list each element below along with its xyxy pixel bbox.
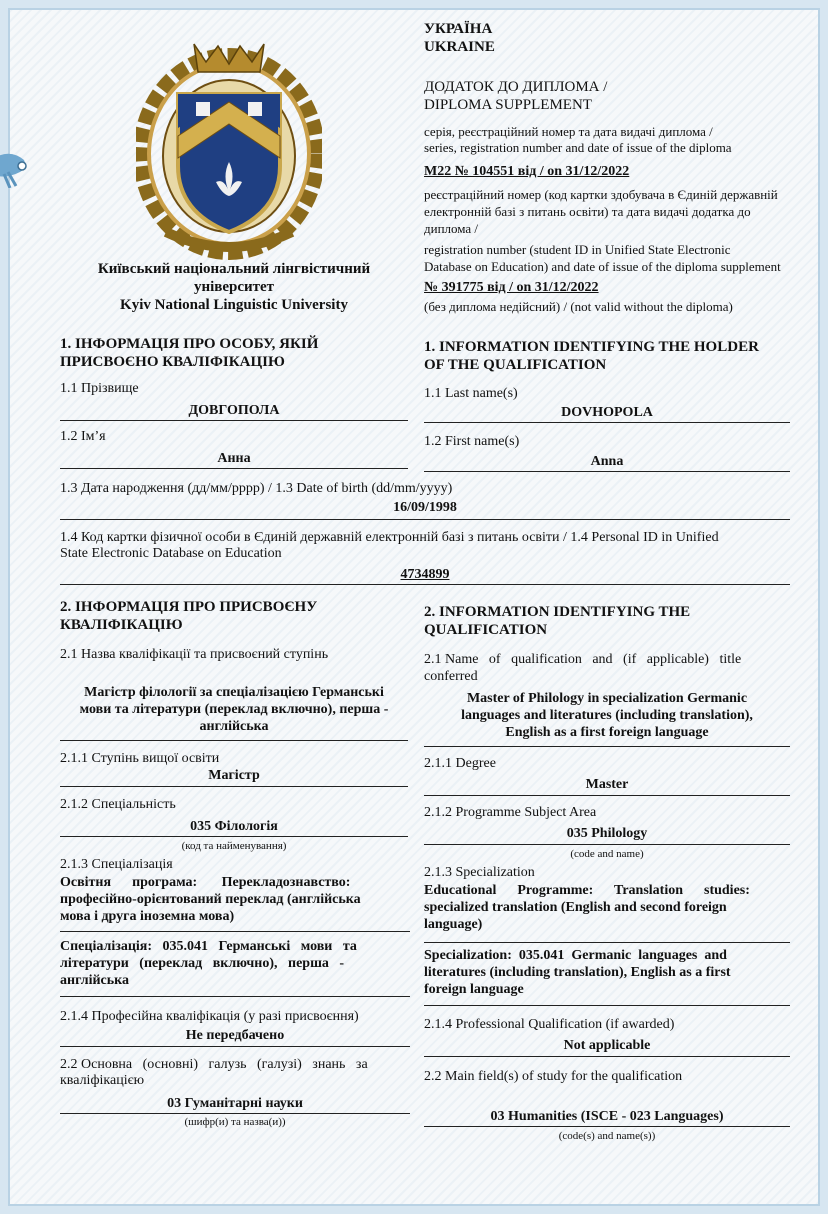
divider: [60, 740, 408, 741]
section2-title-uk-line-2: КВАЛІФІКАЦІЮ: [60, 617, 183, 633]
field-uk: 03 Гуманітарні науки: [167, 1096, 303, 1111]
last-name-label-uk: 1.1 Прізвище: [60, 381, 139, 396]
subject-label-en: 2.1.2 Programme Subject Area: [424, 805, 597, 820]
divider: [424, 422, 790, 423]
subject-hint-uk: (код та найменування): [181, 840, 287, 852]
field-label-uk-1: 2.2 Основна (основні) галузь (галузі) знань за: [60, 1057, 368, 1072]
specialization-label-uk: 2.1.3 Спеціалізація: [60, 857, 173, 872]
divider: [60, 836, 408, 837]
section2-title-uk: [60, 598, 408, 634]
divider: [424, 795, 790, 796]
divider: [424, 844, 790, 845]
qualification-label-uk: 2.1 Назва кваліфікації та присвоєний ступінь: [60, 647, 329, 662]
qualification-en-line-2: languages and literatures (including translation),: [461, 708, 753, 723]
university-name-uk-line-1: Київський національний лінгвістичний: [97, 261, 371, 277]
section1-title-en-line-2: OF THE QUALIFICATION: [424, 357, 607, 373]
degree-en: Master: [585, 777, 629, 792]
dob-value: 16/09/1998: [393, 500, 457, 515]
personal-id: 4734899: [400, 567, 450, 582]
field-en: 03 Humanities (ISCE - 023 Languages): [490, 1109, 724, 1124]
divider: [60, 996, 410, 997]
series-label-uk: серія, реєстраційний номер та дата видачі диплома /: [424, 124, 713, 139]
specialization-uk: [60, 938, 410, 989]
subject-label-uk: 2.1.2 Спеціальність: [60, 797, 176, 812]
not-valid-note: (без диплома недійсний) / (not valid without the diploma): [424, 299, 733, 314]
section1-title-uk-line-2: ПРИСВОЄНО КВАЛІФІКАЦІЮ: [60, 354, 285, 370]
qualification-uk-line-2: мови та літератури (переклад включно), перша -: [79, 702, 389, 717]
qualification-uk-line-3: англійська: [199, 719, 269, 734]
reg-value: № 391775 від / on 31/12/2022: [424, 280, 599, 295]
university-name-en: Kyiv National Linguistic University: [120, 297, 348, 313]
series-value: М22 № 104551 від / on 31/12/2022: [424, 164, 630, 179]
degree-label-uk: 2.1.1 Ступінь вищої освіти: [60, 751, 220, 766]
degree-uk: Магістр: [208, 768, 260, 783]
section1-title-en-line-1: 1. INFORMATION IDENTIFYING THE HOLDER: [424, 339, 759, 355]
prof-uk: Не передбачено: [185, 1028, 285, 1043]
divider: [60, 468, 408, 469]
id-label-2: State Electronic Database on Education: [60, 546, 282, 561]
divider: [60, 786, 408, 787]
id-label-1: 1.4 Код картки фізичної особи в Єдиній державній електронній базі з питань освіти / 1.4 Personal ID in Unified: [60, 530, 719, 545]
field-hint-en: (code(s) and name(s)): [558, 1130, 656, 1142]
doc-title-uk: ДОДАТОК ДО ДИПЛОМА /: [424, 79, 608, 95]
university-name-uk-line-2: університет: [193, 279, 275, 295]
prof-en: Not applicable: [563, 1038, 651, 1053]
specialization-en-line-1: Specialization: 035.041 Germanic languages and: [424, 948, 727, 963]
field-label-en: 2.2 Main field(s) of study for the qualification: [424, 1069, 683, 1084]
qualification-en-line-1: Master of Philology in specialization Germanic: [466, 691, 748, 706]
subject-en: 035 Philology: [566, 826, 648, 841]
divider: [60, 584, 790, 585]
ribbon-icon: [0, 146, 28, 188]
subject-uk: 035 Філологія: [190, 819, 278, 834]
section1-title-uk-line-1: 1. ІНФОРМАЦІЯ ПРО ОСОБУ, ЯКІЙ: [60, 336, 319, 352]
reg-label-3: диплома /: [424, 221, 479, 236]
last-name-uk: ДОВГОПОЛА: [188, 403, 280, 418]
qualification-en: [424, 690, 790, 741]
qualification-uk-line-1: Магістр філології за спеціалізацією Германські: [84, 685, 384, 700]
qualification-uk: [60, 684, 408, 735]
section2-title-en-line-1: 2. INFORMATION IDENTIFYING THE: [424, 604, 691, 620]
divider: [424, 1056, 790, 1057]
divider: [60, 1046, 410, 1047]
first-name-en: Anna: [590, 454, 624, 469]
first-name-label-en: 1.2 First name(s): [424, 434, 520, 449]
section1-title-en: [424, 338, 789, 374]
country-uk: УКРАЇНА: [424, 21, 493, 37]
country-en: UKRAINE: [424, 39, 495, 55]
divider: [60, 420, 408, 421]
divider: [60, 519, 790, 520]
divider: [424, 471, 790, 472]
series-label-en: series, registration number and date of issue of the diploma: [424, 140, 732, 155]
divider: [424, 1126, 790, 1127]
university-emblem-icon: [136, 36, 322, 260]
qualification-label-en-2: conferred: [424, 669, 478, 684]
specialization-label-en: 2.1.3 Specialization: [424, 865, 535, 880]
divider: [60, 1113, 410, 1114]
section2-title-uk-line-1: 2. ІНФОРМАЦІЯ ПРО ПРИСВОЄНУ: [60, 599, 318, 615]
divider: [424, 1005, 790, 1006]
specialization-uk-line-1: Спеціалізація: 035.041 Германські мови та: [60, 939, 357, 954]
specialization-en-line-2: literatures (including translation), English as a first: [424, 965, 731, 980]
university-name-uk: [60, 260, 408, 314]
dob-label: 1.3 Дата народження (дд/мм/рррр) / 1.3 Date of birth (dd/mm/yyyy): [60, 481, 453, 496]
divider: [424, 746, 790, 747]
field-label-uk-2: кваліфікацією: [60, 1073, 145, 1088]
reg-label-5: Database on Education) and date of issue of the diploma supplement: [424, 259, 781, 274]
first-name-uk: Анна: [217, 451, 251, 466]
doc-title-en: DIPLOMA SUPPLEMENT: [424, 97, 592, 113]
specialization-uk-line-3: англійська: [60, 973, 129, 988]
programme-uk: [60, 874, 410, 925]
reg-label-4: registration number (student ID in Unified State Electronic: [424, 242, 731, 257]
reg-label-1: реєстраційний номер (код картки здобувача в Єдиній державній: [424, 187, 778, 202]
field-hint-uk: (шифр(и) та назва(и)): [184, 1116, 286, 1128]
programme-uk-line-3: мова і друга іноземна мова): [60, 909, 235, 924]
programme-en-line-2: specialized translation (English and second foreign: [424, 900, 727, 915]
programme-en-line-1: Educational Programme: Translation studies:: [424, 883, 750, 898]
qualification-label-en-1: 2.1 Name of qualification and (if applicable) title: [424, 652, 742, 667]
programme-uk-line-2: професійно-орієнтований переклад (англійська: [60, 892, 361, 907]
prof-label-uk: 2.1.4 Професійна кваліфікація (у разі присвоєння): [60, 1009, 359, 1024]
specialization-en-line-3: foreign language: [424, 982, 524, 997]
specialization-uk-line-2: літератури (переклад включно), перша -: [60, 956, 345, 971]
qualification-en-line-3: English as a first foreign language: [505, 725, 709, 740]
section1-title-uk: [60, 335, 408, 371]
last-name-label-en: 1.1 Last name(s): [424, 386, 518, 401]
specialization-en: [424, 947, 790, 998]
divider: [424, 942, 790, 943]
degree-label-en: 2.1.1 Degree: [424, 756, 496, 771]
programme-en: [424, 882, 790, 933]
section2-title-en-line-2: QUALIFICATION: [424, 622, 548, 638]
reg-label-2: електронній базі з питань освіти) та дата видачі додатка до: [424, 204, 751, 219]
section2-title-en: [424, 603, 790, 639]
programme-uk-line-1: Освітня програма: Перекладознавство:: [60, 875, 351, 890]
subject-hint-en: (code and name): [570, 848, 644, 860]
divider: [60, 931, 410, 932]
last-name-en: DOVHOPOLA: [561, 405, 653, 420]
first-name-label-uk: 1.2 Ім’я: [60, 429, 106, 444]
programme-en-line-3: language): [424, 917, 483, 932]
prof-label-en: 2.1.4 Professional Qualification (if awarded): [424, 1017, 675, 1032]
